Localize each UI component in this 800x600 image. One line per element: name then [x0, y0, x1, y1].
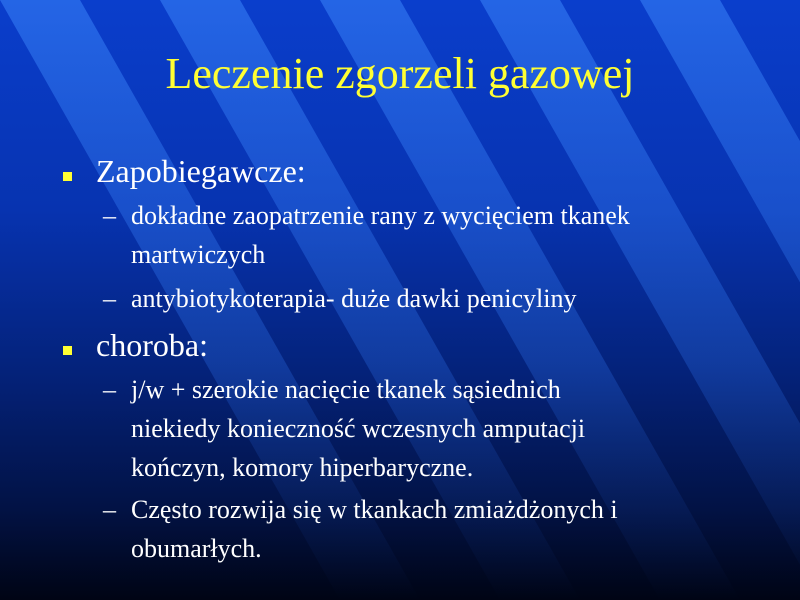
square-bullet-icon	[63, 346, 72, 355]
dash-marker: –	[103, 284, 116, 313]
list-item-line: j/w + szerokie nacięcie tkanek sąsiednich	[131, 375, 561, 404]
dash-marker: –	[103, 375, 116, 404]
section-heading-disease: choroba:	[96, 327, 208, 363]
square-bullet-icon	[63, 172, 72, 181]
dash-marker: –	[103, 495, 116, 524]
section-heading-prevention: Zapobiegawcze:	[96, 153, 306, 189]
list-item-line: niekiedy konieczność wczesnych amputacji	[131, 414, 586, 443]
list-item-line: Często rozwija się w tkankach zmiażdżonych i	[131, 495, 618, 524]
list-item-line: kończyn, komory hiperbaryczne.	[131, 453, 474, 482]
list-item-line: obumarłych.	[131, 534, 262, 563]
slide-title: Leczenie zgorzeli gazowej	[165, 49, 635, 98]
list-item-line: dokładne zaopatrzenie rany z wycięciem tkanek	[131, 201, 630, 230]
list-item-line: martwiczych	[131, 240, 266, 269]
dash-marker: –	[103, 201, 116, 230]
list-item-line: antybiotykoterapia- duże dawki penicyliny	[131, 284, 577, 313]
